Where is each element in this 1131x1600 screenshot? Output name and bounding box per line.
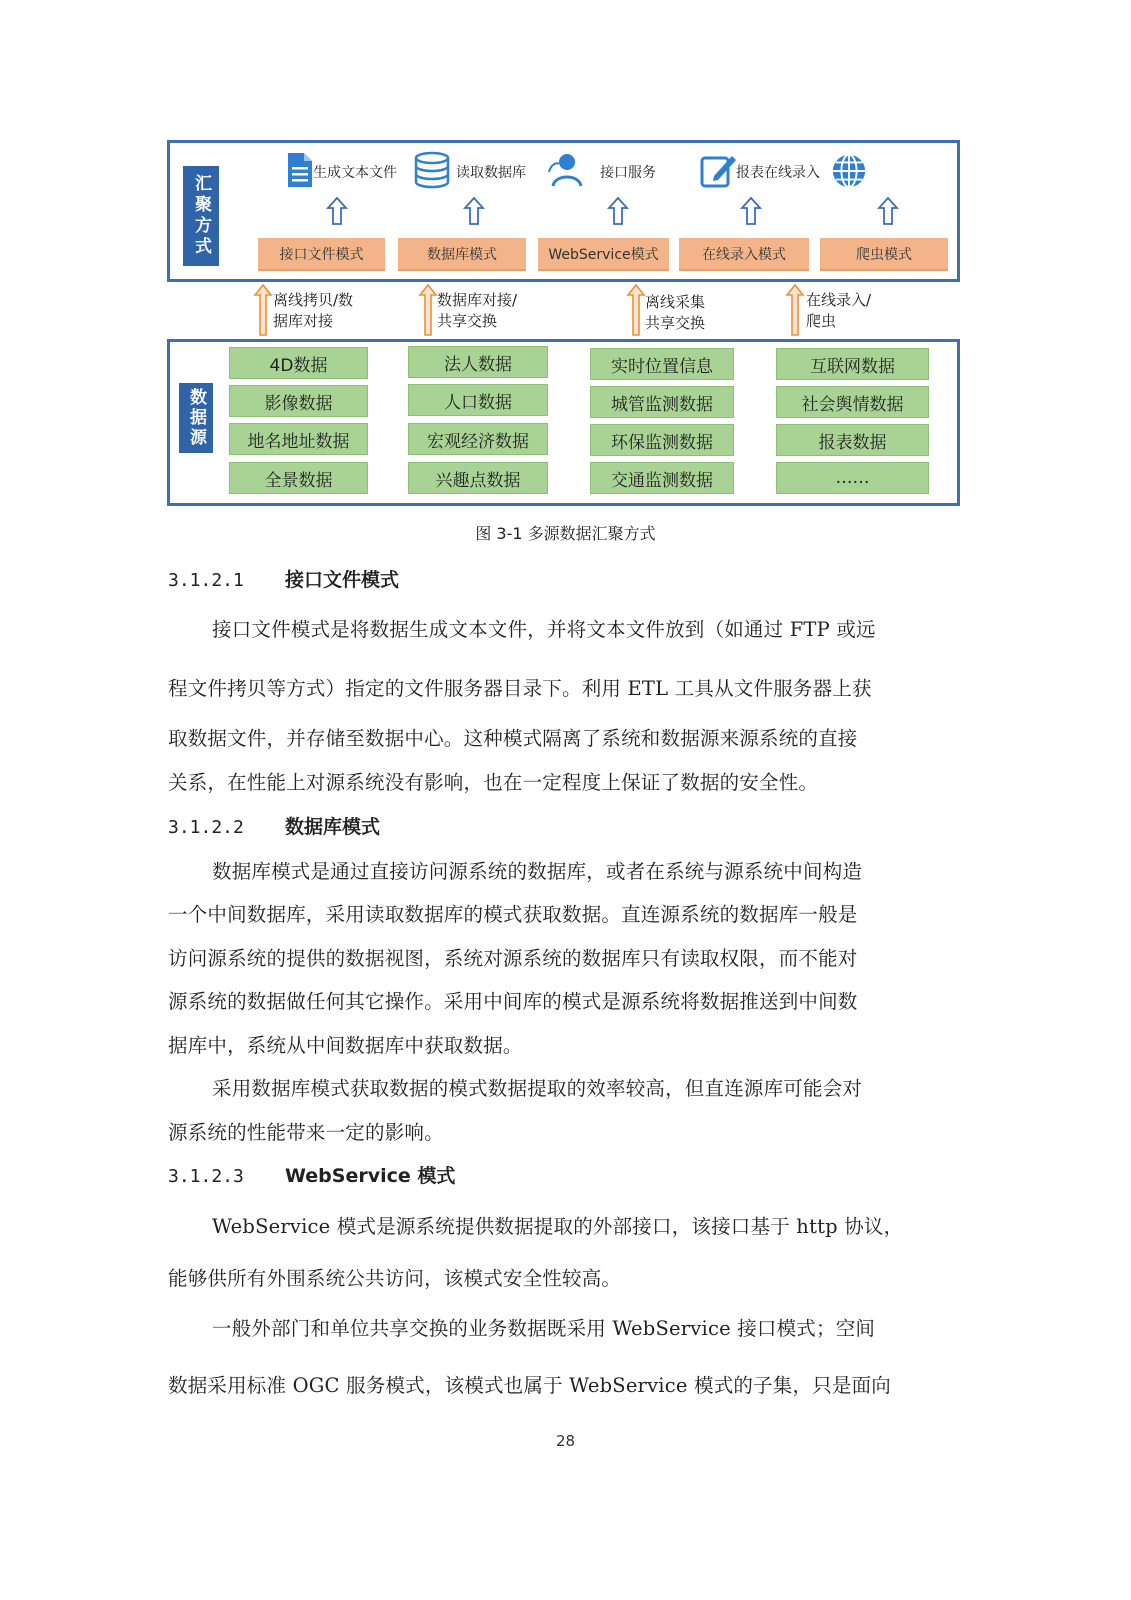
data-source-label: 数据源	[179, 383, 213, 453]
user-service-icon	[545, 150, 585, 190]
text-line: 一般外部门和单位共享交换的业务数据既采用 WebService 接口模式；空间	[212, 1317, 876, 1340]
connector-label-2: 数据库对接/ 共享交换	[437, 291, 518, 330]
text-line: 取数据文件，并存储至数据中心。这种模式隔离了系统和数据源来源系统的直接	[168, 727, 858, 750]
mode-online-entry: 在线录入模式	[679, 238, 809, 271]
up-arrow-icon	[462, 196, 486, 226]
data-cell: 交通监测数据	[590, 462, 734, 494]
text-line: 源系统的数据做任何其它操作。采用中间库的模式是源系统将数据推送到中间数	[168, 990, 858, 1013]
data-cell: 环保监测数据	[590, 424, 734, 456]
data-cell: 法人数据	[408, 346, 548, 378]
globe-icon	[830, 152, 868, 190]
data-cell: 4D数据	[229, 347, 368, 379]
up-arrow-icon	[876, 196, 900, 226]
section-title: WebService 模式	[285, 1165, 456, 1187]
data-cell: 宏观经济数据	[408, 423, 548, 455]
section-heading	[168, 565, 399, 592]
connector-arrow-icon	[418, 284, 438, 336]
page-number: 28	[555, 1432, 576, 1450]
source-label-text-file: 生成文本文件	[313, 165, 397, 181]
connector-arrow-icon	[785, 284, 805, 336]
data-cell: 实时位置信息	[590, 348, 734, 380]
section-number: 3.1.2.2	[168, 817, 244, 838]
mode-webservice: WebService模式	[538, 238, 669, 271]
data-cell: 地名地址数据	[229, 423, 368, 455]
text-line: 采用数据库模式获取数据的模式数据提取的效率较高，但直连源库可能会对	[212, 1077, 863, 1100]
edit-form-icon	[698, 150, 738, 190]
section-number: 3.1.2.3	[168, 1166, 244, 1187]
up-arrow-icon	[739, 196, 763, 226]
figure-multi-source-aggregation	[0, 0, 1131, 560]
data-cell: 社会舆情数据	[776, 386, 929, 418]
text-line: 关系，在性能上对源系统没有影响，也在一定程度上保证了数据的安全性。	[168, 771, 819, 794]
section-heading	[168, 812, 380, 839]
source-label-online-report: 报表在线录入	[736, 165, 820, 181]
text-line: 一个中间数据库，采用读取数据库的模式获取数据。直连源系统的数据库一般是	[168, 903, 858, 926]
text-line: 数据采用标准 OGC 服务模式，该模式也属于 WebService 模式的子集，只是面向	[168, 1374, 891, 1397]
section-title: 接口文件模式	[285, 569, 400, 591]
data-cell: 影像数据	[229, 385, 368, 417]
up-arrow-icon	[606, 196, 630, 226]
text-line: 能够供所有外围系统公共访问，该模式安全性较高。	[168, 1267, 622, 1290]
aggregation-label: 汇聚方式	[183, 166, 219, 266]
source-label-database: 读取数据库	[456, 165, 526, 181]
data-cell: 城管监测数据	[590, 386, 734, 418]
section-title: 数据库模式	[285, 816, 381, 838]
text-line: 据库中，系统从中间数据库中获取数据。	[168, 1034, 523, 1057]
connector-arrow-icon	[253, 284, 273, 336]
data-cell: 兴趣点数据	[408, 462, 548, 494]
text-line: 数据库模式是通过直接访问源系统的数据库，或者在系统与源系统中间构造	[212, 860, 863, 883]
connector-label-1: 离线拷贝/数 据库对接	[273, 291, 354, 330]
mode-crawler: 爬虫模式	[820, 238, 948, 271]
source-label-interface-service: 接口服务	[600, 165, 656, 181]
data-cell: 人口数据	[408, 384, 548, 416]
mode-interface-file: 接口文件模式	[258, 238, 385, 271]
text-line: 源系统的性能带来一定的影响。	[168, 1121, 444, 1144]
connector-label-3: 离线采集 共享交换	[645, 293, 706, 332]
connector-label-4: 在线录入/ 爬虫	[806, 291, 872, 330]
connector-arrow-icon	[626, 284, 646, 336]
figure-caption: 图 3-1 多源数据汇聚方式	[475, 524, 656, 543]
text-line: 访问源系统的提供的数据视图，系统对源系统的数据库只有读取权限，而不能对	[168, 947, 858, 970]
section-heading	[168, 1161, 455, 1188]
database-icon	[412, 150, 452, 190]
data-cell: ……	[776, 462, 929, 494]
text-line: 程文件拷贝等方式）指定的文件服务器目录下。利用 ETL 工具从文件服务器上获	[168, 677, 872, 700]
section-number: 3.1.2.1	[168, 570, 244, 591]
mode-database: 数据库模式	[398, 238, 526, 271]
data-cell: 全景数据	[229, 462, 368, 494]
text-line: WebService 模式是源系统提供数据提取的外部接口，该接口基于 http 协议，	[212, 1215, 904, 1238]
data-cell: 互联网数据	[776, 348, 929, 380]
text-line: 接口文件模式是将数据生成文本文件，并将文本文件放到（如通过 FTP 或远	[212, 618, 876, 641]
data-cell: 报表数据	[776, 424, 929, 456]
up-arrow-icon	[325, 196, 349, 226]
